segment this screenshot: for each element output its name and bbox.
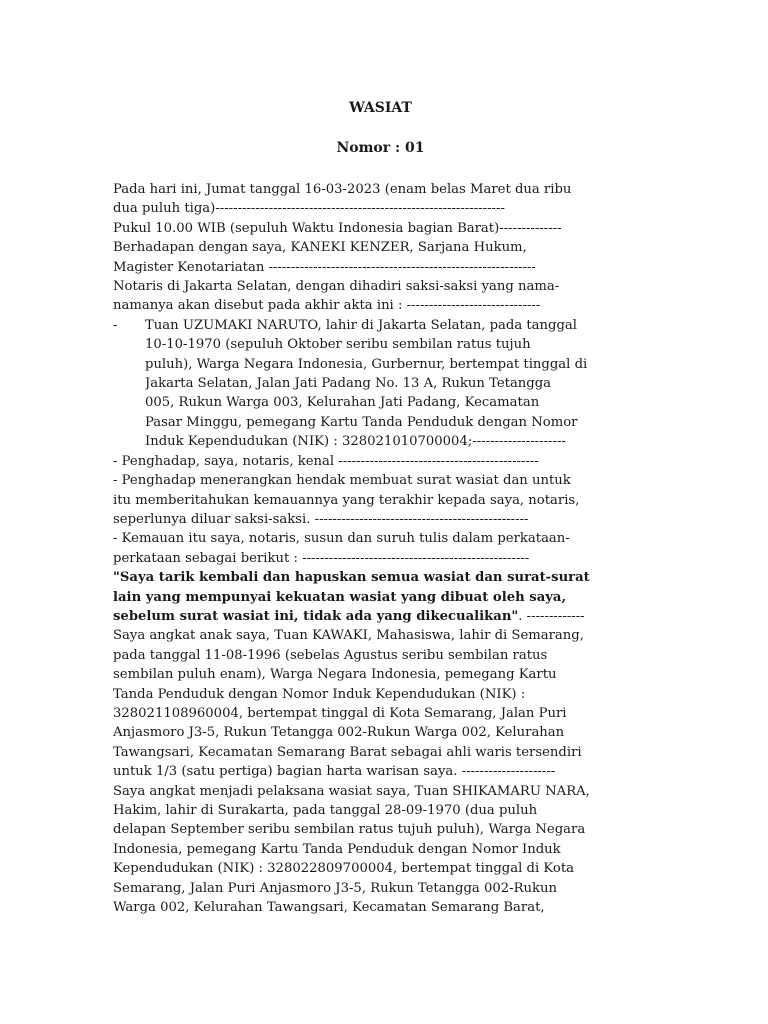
quote-line: "Saya tarik kembali dan hapuskan semua wasiat dan surat-surat — [113, 570, 590, 586]
declaration-paragraphs — [113, 452, 648, 568]
text-line: itu memberitahukan kemauannya yang terakhir kepada saya, notaris, — [113, 492, 580, 508]
appearer-description — [145, 316, 648, 452]
text-line: Induk Kependudukan (NIK) : 328021010700004;--------------------- — [145, 434, 566, 450]
text-line: Berhadapan dengan saya, KANEKI KENZER, Sarjana Hukum, — [113, 240, 527, 256]
text-line: puluh), Warga Negara Indonesia, Gurbernur, bertempat tinggal di — [145, 356, 588, 372]
text-line: Magister Kenotariatan ------------------------------------------------------------ — [113, 259, 536, 275]
quote-line: lain yang mempunyai kekuatan wasiat yang dibuat oleh saya, — [113, 589, 567, 605]
revocation-quote — [113, 568, 648, 626]
text-line: Indonesia, pemegang Kartu Tanda Penduduk dengan Nomor Induk — [113, 841, 561, 857]
document-title: WASIAT — [349, 100, 412, 116]
text-line: sembilan puluh enam), Warga Negara Indonesia, pemegang Kartu — [113, 667, 557, 683]
document-body — [113, 180, 648, 917]
text-line: - Penghadap, saya, notaris, kenal --------------------------------------------- — [113, 453, 539, 469]
bequest-paragraphs — [113, 626, 648, 917]
text-line: Pada hari ini, Jumat tanggal 16-03-2023 (enam belas Maret dua ribu — [113, 182, 572, 197]
text-line: Pukul 10.00 WIB (sepuluh Waktu Indonesia bagian Barat)-------------- — [113, 220, 562, 236]
text-line: 328021108960004, bertempat tinggal di Kota Semarang, Jalan Puri — [113, 705, 567, 721]
text-line: Saya angkat menjadi pelaksana wasiat saya, Tuan SHIKAMARU NARA, — [113, 783, 590, 799]
text-line: - Kemauan itu saya, notaris, susun dan suruh tulis dalam perkataan- — [113, 531, 570, 547]
text-line: namanya akan disebut pada akhir akta ini : ------------------------------ — [113, 298, 541, 314]
bullet-marker: - — [113, 317, 118, 333]
intro-paragraph — [113, 180, 648, 316]
quote-line: sebelum surat wasiat ini, tidak ada yang dikecualikan" — [113, 608, 519, 624]
text-line: Kependudukan (NIK) : 328022809700004, bertempat tinggal di Kota — [113, 861, 574, 877]
text-line: Tuan UZUMAKI NARUTO, lahir di Jakarta Selatan, pada tanggal — [145, 317, 578, 333]
document-number: Nomor : 01 — [336, 140, 425, 156]
text-line: Semarang, Jalan Puri Anjasmoro J3-5, Rukun Tetangga 002-Rukun — [113, 880, 557, 896]
text-line: untuk 1/3 (satu pertiga) bagian harta warisan saya. --------------------- — [113, 764, 556, 780]
text-line: 005, Rukun Warga 003, Kelurahan Jati Padang, Kecamatan — [145, 395, 540, 411]
text-line: Pasar Minggu, pemegang Kartu Tanda Penduduk dengan Nomor — [145, 414, 578, 430]
text-line: dua puluh tiga)----------------------------------------------------------------- — [113, 201, 505, 217]
text-line: seperlunya diluar saksi-saksi. ------------------------------------------------ — [113, 511, 529, 527]
text-line: Anjasmoro J3-5, Rukun Tetangga 002-Rukun Warga 002, Kelurahan — [113, 725, 565, 741]
text-line: - Penghadap menerangkan hendak membuat surat wasiat dan untuk — [113, 473, 571, 489]
text-line: Hakim, lahir di Surakarta, pada tanggal 28-09-1970 (dua puluh — [113, 803, 538, 818]
text-line: Tawangsari, Kecamatan Semarang Barat sebagai ahli waris tersendiri — [113, 744, 582, 760]
text-line: Tanda Penduduk dengan Nomor Induk Kependudukan (NIK) : — [113, 686, 526, 702]
text-line: pada tanggal 11-08-1996 (sebelas Agustus seribu sembilan ratus — [113, 647, 548, 663]
text-line: Saya angkat anak saya, Tuan KAWAKI, Mahasiswa, lahir di Semarang, — [113, 628, 584, 644]
text-line: delapan September seribu sembilan ratus tujuh puluh), Warga Negara — [113, 822, 586, 838]
text-line: Warga 002, Kelurahan Tawangsari, Kecamatan Semarang Barat, — [113, 900, 545, 916]
quote-tail: . ------------- — [518, 608, 585, 624]
text-line: perkataan sebagai berikut : --------------------------------------------------- — [113, 550, 530, 566]
text-line: Jakarta Selatan, Jalan Jati Padang No. 13 A, Rukun Tetangga — [145, 376, 552, 392]
appearer-item — [113, 316, 648, 452]
text-line: 10-10-1970 (sepuluh Oktober seribu sembilan ratus tujuh — [145, 337, 531, 353]
text-line: Notaris di Jakarta Selatan, dengan dihadiri saksi-saksi yang nama- — [113, 279, 560, 295]
